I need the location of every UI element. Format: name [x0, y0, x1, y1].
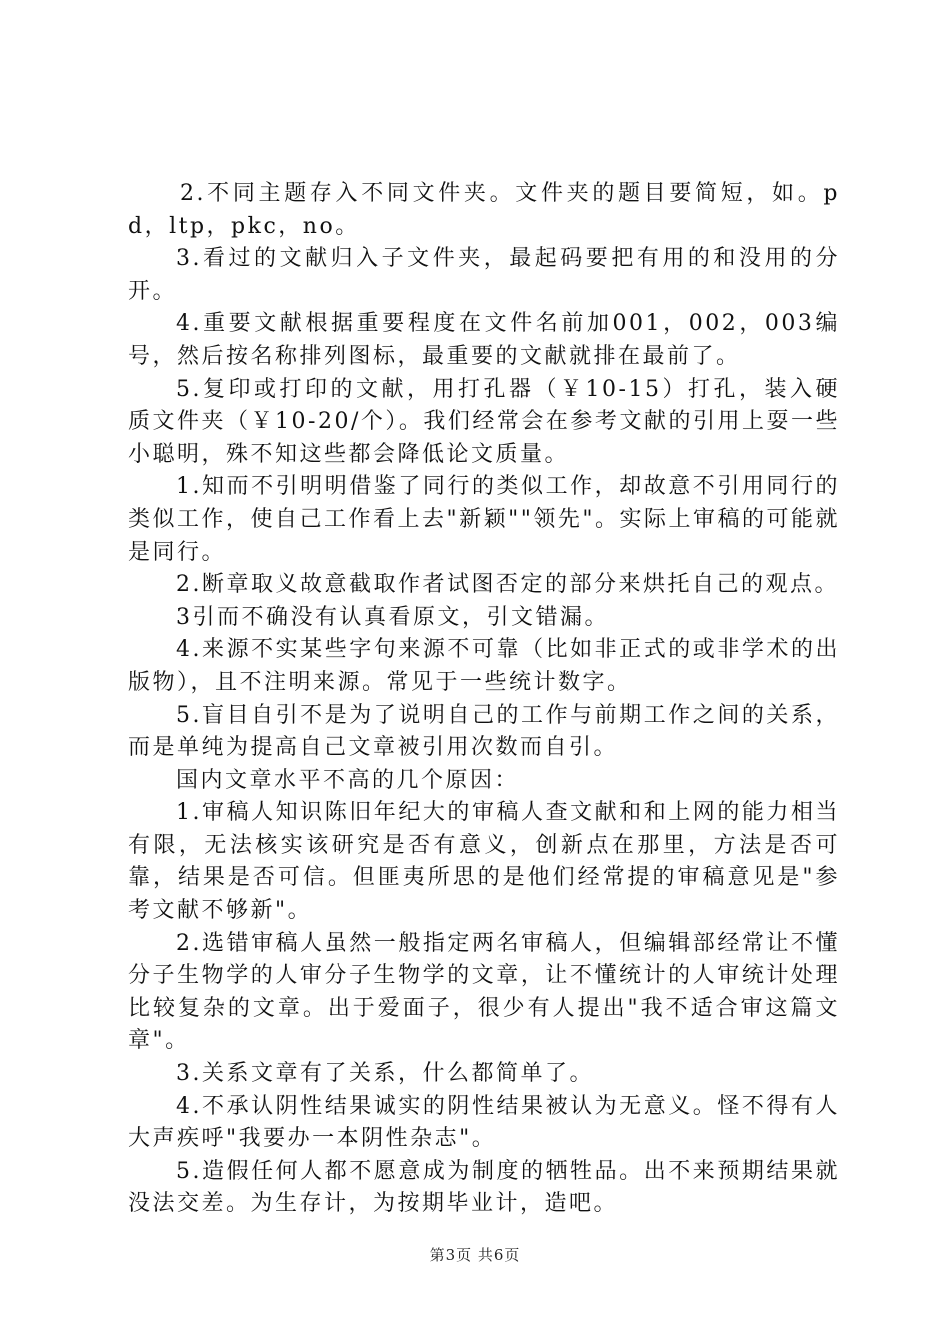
- paragraph: 1.知而不引明明借鉴了同行的类似工作，却故意不引用同行的类似工作，使自己工作看上去"新颖""领先"。实际上审稿的可能就是同行。: [128, 474, 840, 565]
- paragraph: 5.造假任何人都不愿意成为制度的牺牲品。出不来预期结果就没法交差。为生存计，为按期毕业计，造吧。: [128, 1158, 840, 1217]
- paragraph: 3.关系文章有了关系，什么都简单了。: [176, 1061, 594, 1087]
- paragraph: 2.选错审稿人虽然一般指定两名审稿人，但编辑部经常让不懂分子生物学的人审分子生物学的文章，让不懂统计的人审统计处理比较复杂的文章。出于爱面子，很少有人提出"我不适合审这篇文章"。: [128, 930, 840, 1054]
- paragraph: 2.不同主题存入不同文件夹。文件夹的题目要简短，如。pd，ltp，pkc，no。: [128, 181, 840, 239]
- page-number-footer: 第3页 共6页: [429, 1246, 521, 1264]
- paragraph: 2.断章取义故意截取作者试图否定的部分来烘托自己的观点。: [176, 572, 839, 598]
- paragraph: 4.不承认阴性结果诚实的阴性结果被认为无意义。怪不得有人大声疾呼"我要办一本阴性杂志"。: [128, 1093, 840, 1152]
- paragraph: 3.看过的文献归入子文件夹，最起码要把有用的和没用的分开。: [128, 246, 840, 304]
- paragraph: 4.重要文献根据重要程度在文件名前加001，002，003编号，然后按名称排列图标，最重要的文献就排在最前了。: [128, 311, 840, 369]
- paragraph: 5.盲目自引不是为了说明自己的工作与前期工作之间的关系，而是单纯为提高自己文章被引用次数而自引。: [128, 702, 840, 761]
- paragraph: 1.审稿人知识陈旧年纪大的审稿人查文献和和上网的能力相当有限，无法核实该研究是否有意义，创新点在那里，方法是否可靠，结果是否可信。但匪夷所思的是他们经常提的审稿意见是"参考文献不够新"。: [128, 800, 840, 924]
- section-heading: 国内文章水平不高的几个原因：: [176, 767, 520, 793]
- document-body: [128, 178, 840, 1221]
- paragraph: 5.复印或打印的文献，用打孔器（￥10-15）打孔，装入硬质文件夹（￥10-20/个）。我们经常会在参考文献的引用上耍一些小聪明，殊不知这些都会降低论文质量。: [128, 376, 840, 467]
- paragraph: 3引而不确没有认真看原文，引文错漏。: [176, 604, 609, 630]
- paragraph: 4.来源不实某些字句来源不可靠（比如非正式的或非学术的出版物），且不注明来源。常见于一些统计数字。: [128, 637, 840, 695]
